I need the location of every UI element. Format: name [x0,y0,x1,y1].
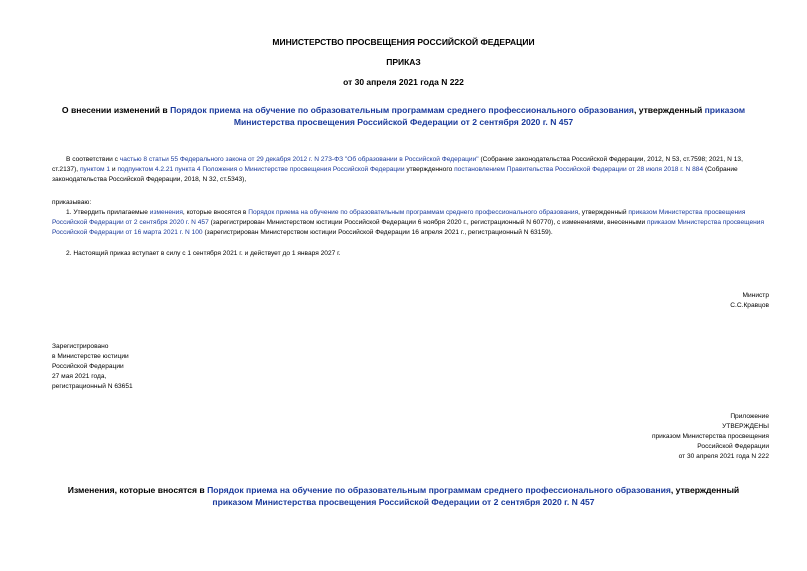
preamble-link-point1[interactable]: пунктом 1 [79,166,111,173]
signature-name: С.С.Кравцов [730,302,769,309]
registration-line: Зарегистрировано [52,343,109,350]
document-title: О внесении изменений в Порядок приема на обучение по образовательным программам среднего профессионального образования, утвержденный приказом Министерства просвещения Российской Федерации от 2 сентября 2020 г. N 457 [61,105,746,127]
appendix-block [652,412,769,462]
registration-line: в Министерстве юстиции [52,353,129,360]
appendix-line: Приложение [730,413,769,420]
changes-title: Изменения, которые вносятся в Порядок приема на обучение по образовательным программам среднего профессионального образования, утвержденный приказом Министерства просвещения Российской Федерации от 2 сентября 2020 г. N 457 [67,485,740,507]
preamble-link-subpoint[interactable]: подпунктом 4.2.21 пункта 4 Положения о Министерстве просвещения Российской Федерации [117,166,405,173]
preamble-link-law[interactable]: частью 8 статьи 55 Федерального закона от 29 декабря 2012 г. N 273-ФЗ "Об образовании в Российской Федерации" [119,156,479,163]
doc-date-number: от 30 апреля 2021 года N 222 [343,77,464,87]
appendix-line: Российской Федерации [697,443,769,450]
item1-link-changes[interactable]: изменения [149,209,183,216]
signature-position: Министр [742,292,769,299]
appendix-line: приказом Министерства просвещения [651,433,769,440]
preamble-link-resolution[interactable]: постановлением Правительства Российской Федерации от 28 июля 2018 г. N 884 [454,166,704,173]
appendix-line: УТВЕРЖДЕНЫ [722,423,769,430]
appendix-line: от 30 апреля 2021 года N 222 [678,453,769,460]
ministry-heading: МИНИСТЕРСТВО ПРОСВЕЩЕНИЯ РОССИЙСКОЙ ФЕДЕРАЦИИ [272,37,535,47]
doc-type-heading: ПРИКАЗ [386,57,421,67]
registration-line: Российской Федерации [52,363,124,370]
item-2-paragraph: 2. Настоящий приказ вступает в силу с 1 сентября 2021 г. и действует до 1 января 2027 г. [66,250,341,257]
item1-link-procedure[interactable]: Порядок приема на обучение по образовательным программам среднего профессионального образования [248,209,579,216]
changes-link-procedure[interactable]: Порядок приема на обучение по образовательным программам среднего профессионального образования [207,485,671,495]
changes-link-order-457[interactable]: приказом Министерства просвещения Российской Федерации от 2 сентября 2020 г. N 457 [212,497,595,507]
order-word: приказываю: [52,199,92,206]
registration-line: регистрационный N 63651 [52,383,133,390]
preamble-paragraph: В соответствии с частью 8 статьи 55 Федерального закона от 29 декабря 2012 г. N 273-ФЗ "Об образовании в Российской Федерации" (Собрание законодательства Российской Федерации, 2012, N 53, ст.7598; 2021, N 13, ст.2137), пунктом 1 и подпунктом 4.2.21 пункта 4 Положения о Министерстве просвещения Российской Федерации утвержденного постановлением Правительства Российской Федерации от 28 июля 2018 г. N 884 (Собрание законодательства Российской Федерации, 2018, N 32, ст.5343), [52,156,743,183]
item-1-paragraph: 1. Утвердить прилагаемые изменения, которые вносятся в Порядок приема на обучение по образовательным программам среднего профессионального образования, утвержденный приказом Министерства просвещения Российской Федерации от 2 сентября 2020 г. N 457 (зарегистрирован Министерством юстиции Российской Федерации 6 ноября 2020 г., регистрационный N 60770), с изменениями, внесенными приказом Министерства просвещения Российской Федерации от 16 марта 2021 г. N 100 (зарегистрирован Министерством юстиции Российской Федерации 16 апреля 2021 г., регистрационный N 63159). [52,209,765,236]
signature-block [730,291,769,311]
registration-line: 27 мая 2021 года, [52,373,107,380]
registration-block [52,342,133,392]
item1-link-order-457[interactable]: приказом Министерства просвещения Российской Федерации от 2 сентября 2020 г. N 457 [52,209,746,226]
item1-link-order-100[interactable]: приказом Министерства просвещения Российской Федерации от 16 марта 2021 г. N 100 [52,219,765,236]
title-link-procedure[interactable]: Порядок приема на обучение по образовательным программам среднего профессионального образования [170,105,634,115]
title-link-order-457[interactable]: приказом Министерства просвещения Российской Федерации от 2 сентября 2020 г. N 457 [233,105,746,127]
